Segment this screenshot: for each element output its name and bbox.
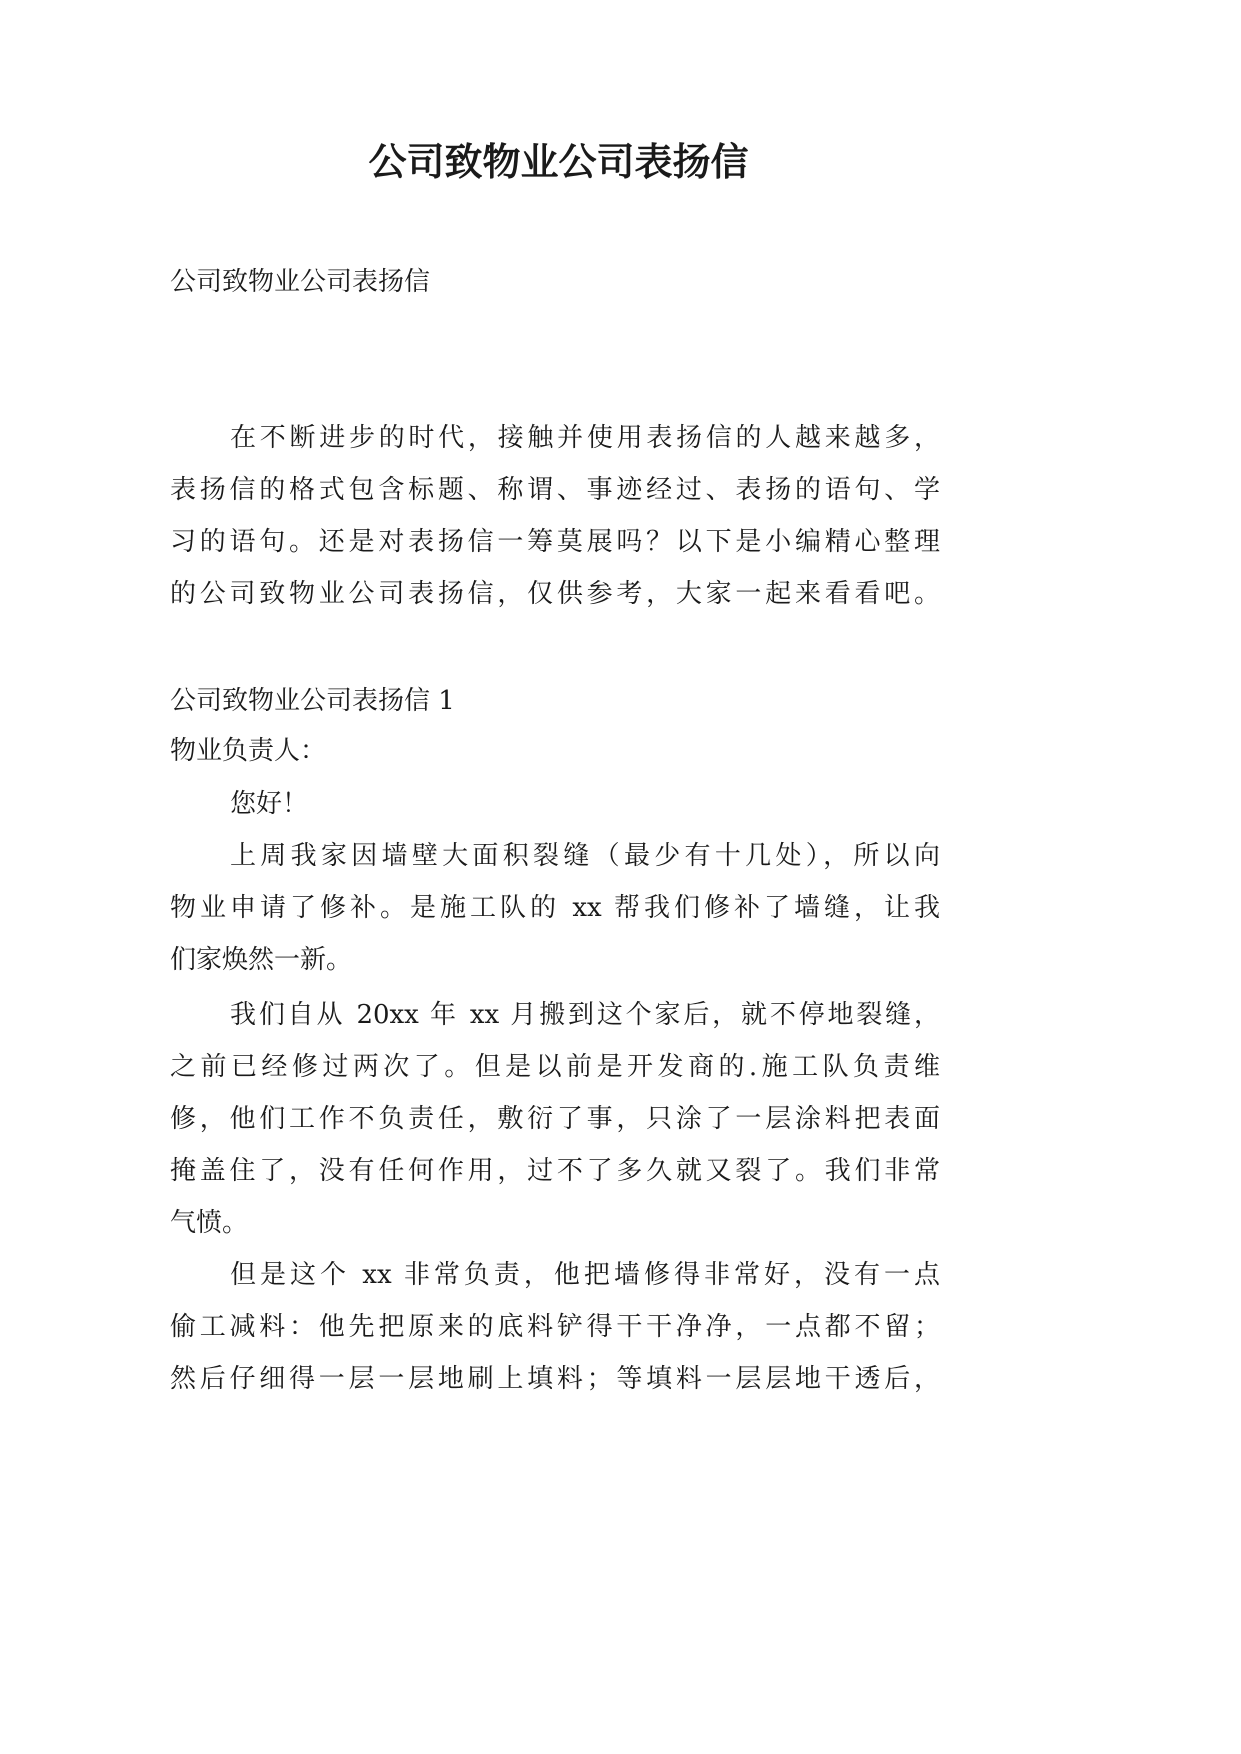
paragraph-line: 修，他们工作不负责任，敷衍了事，只涂了一层涂料把表面 [170,1104,940,1134]
section-heading: 公司致物业公司表扬信 1 [170,686,455,716]
paragraph-line: 掩盖住了，没有任何作用，过不了多久就又裂了。我们非常 [170,1156,940,1186]
paragraph-line: 物业申请了修补。是施工队的 xx 帮我们修补了墙缝，让我 [170,893,940,923]
intro-line: 的公司致物业公司表扬信，仅供参考，大家一起来看看吧。 [170,579,940,609]
document-title: 公司致物业公司表扬信 [368,139,749,184]
intro-line: 习的语句。还是对表扬信一筹莫展吗？以下是小编精心整理 [170,527,940,557]
paragraph-line: 之前已经修过两次了。但是以前是开发商的.施工队负责维 [170,1052,940,1082]
paragraph-line: 上周我家因墙壁大面积裂缝（最少有十几处），所以向 [230,841,940,871]
paragraph-line: 然后仔细得一层一层地刷上填料；等填料一层层地干透后， [170,1364,940,1394]
intro-line: 表扬信的格式包含标题、称谓、事迹经过、表扬的语句、学 [170,475,940,505]
paragraph-line: 但是这个 xx 非常负责，他把墙修得非常好，没有一点 [230,1260,940,1290]
salutation: 物业负责人： [170,736,327,766]
document-subtitle: 公司致物业公司表扬信 [170,267,431,297]
paragraph-line: 偷工减料：他先把原来的底料铲得干干净净，一点都不留； [170,1312,940,1342]
greeting: 您好！ [230,789,309,819]
paragraph-line: 我们自从 20xx 年 xx 月搬到这个家后，就不停地裂缝， [230,1000,940,1030]
paragraph-line: 气愤。 [170,1208,249,1238]
intro-line: 在不断进步的时代，接触并使用表扬信的人越来越多， [230,423,940,453]
paragraph-line: 们家焕然一新。 [170,945,353,975]
